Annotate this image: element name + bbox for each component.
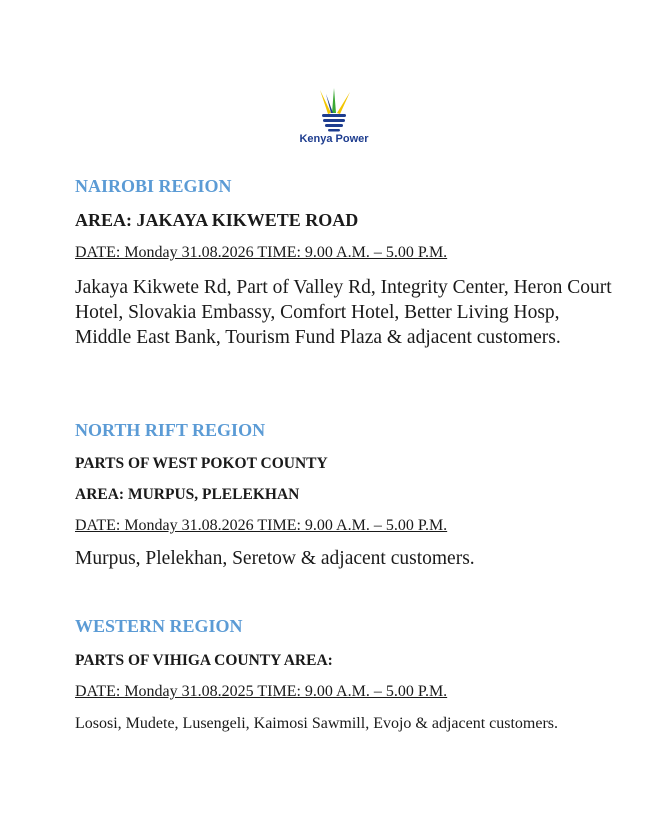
section-nairobi-area	[75, 210, 615, 231]
date-time-line: DATE: Monday 31.08.2026 TIME: 9.00 A.M. – 5.00 P.M.	[75, 244, 448, 261]
section-north-rift	[75, 420, 615, 441]
section-north-rift-date	[75, 517, 615, 535]
affected-areas-text: Murpus, Plelekhan, Seretow & adjacent customers.	[75, 548, 475, 569]
kenya-power-logo	[296, 86, 372, 150]
section-nairobi-date	[75, 244, 615, 262]
region-heading: NORTH RIFT REGION	[75, 420, 266, 440]
affected-areas-text: Jakaya Kikwete Rd, Part of Valley Rd, Integrity Center, Heron Court Hotel, Slovakia Embassy, Comfort Hotel, Better Living Hosp, Middle East Bank, Tourism Fund Plaza & adjacent customers.	[75, 277, 612, 348]
section-western-county	[75, 652, 615, 670]
section-nairobi	[75, 176, 615, 197]
county-heading: PARTS OF WEST POKOT COUNTY	[75, 455, 328, 472]
region-heading: NAIROBI REGION	[75, 176, 232, 196]
affected-areas-text: Lososi, Mudete, Lusengeli, Kaimosi Sawmill, Evojo & adjacent customers.	[75, 715, 559, 732]
date-time-line: DATE: Monday 31.08.2026 TIME: 9.00 A.M. – 5.00 P.M.	[75, 517, 448, 534]
kenya-power-logo-icon	[296, 86, 372, 132]
logo-text: Kenya Power	[299, 133, 369, 145]
section-nairobi-desc	[75, 275, 615, 350]
date-time-line: DATE: Monday 31.08.2025 TIME: 9.00 A.M. – 5.00 P.M.	[75, 683, 448, 700]
section-north-rift-county	[75, 455, 615, 473]
region-heading: WESTERN REGION	[75, 616, 243, 636]
section-western-desc	[75, 712, 615, 735]
area-heading: AREA: MURPUS, PLELEKHAN	[75, 486, 300, 503]
area-heading: AREA: JAKAYA KIKWETE ROAD	[75, 210, 359, 230]
section-north-rift-area	[75, 486, 615, 504]
county-heading: PARTS OF VIHIGA COUNTY AREA:	[75, 652, 333, 669]
section-western-date	[75, 683, 615, 701]
section-western	[75, 616, 615, 637]
section-north-rift-desc	[75, 546, 615, 571]
